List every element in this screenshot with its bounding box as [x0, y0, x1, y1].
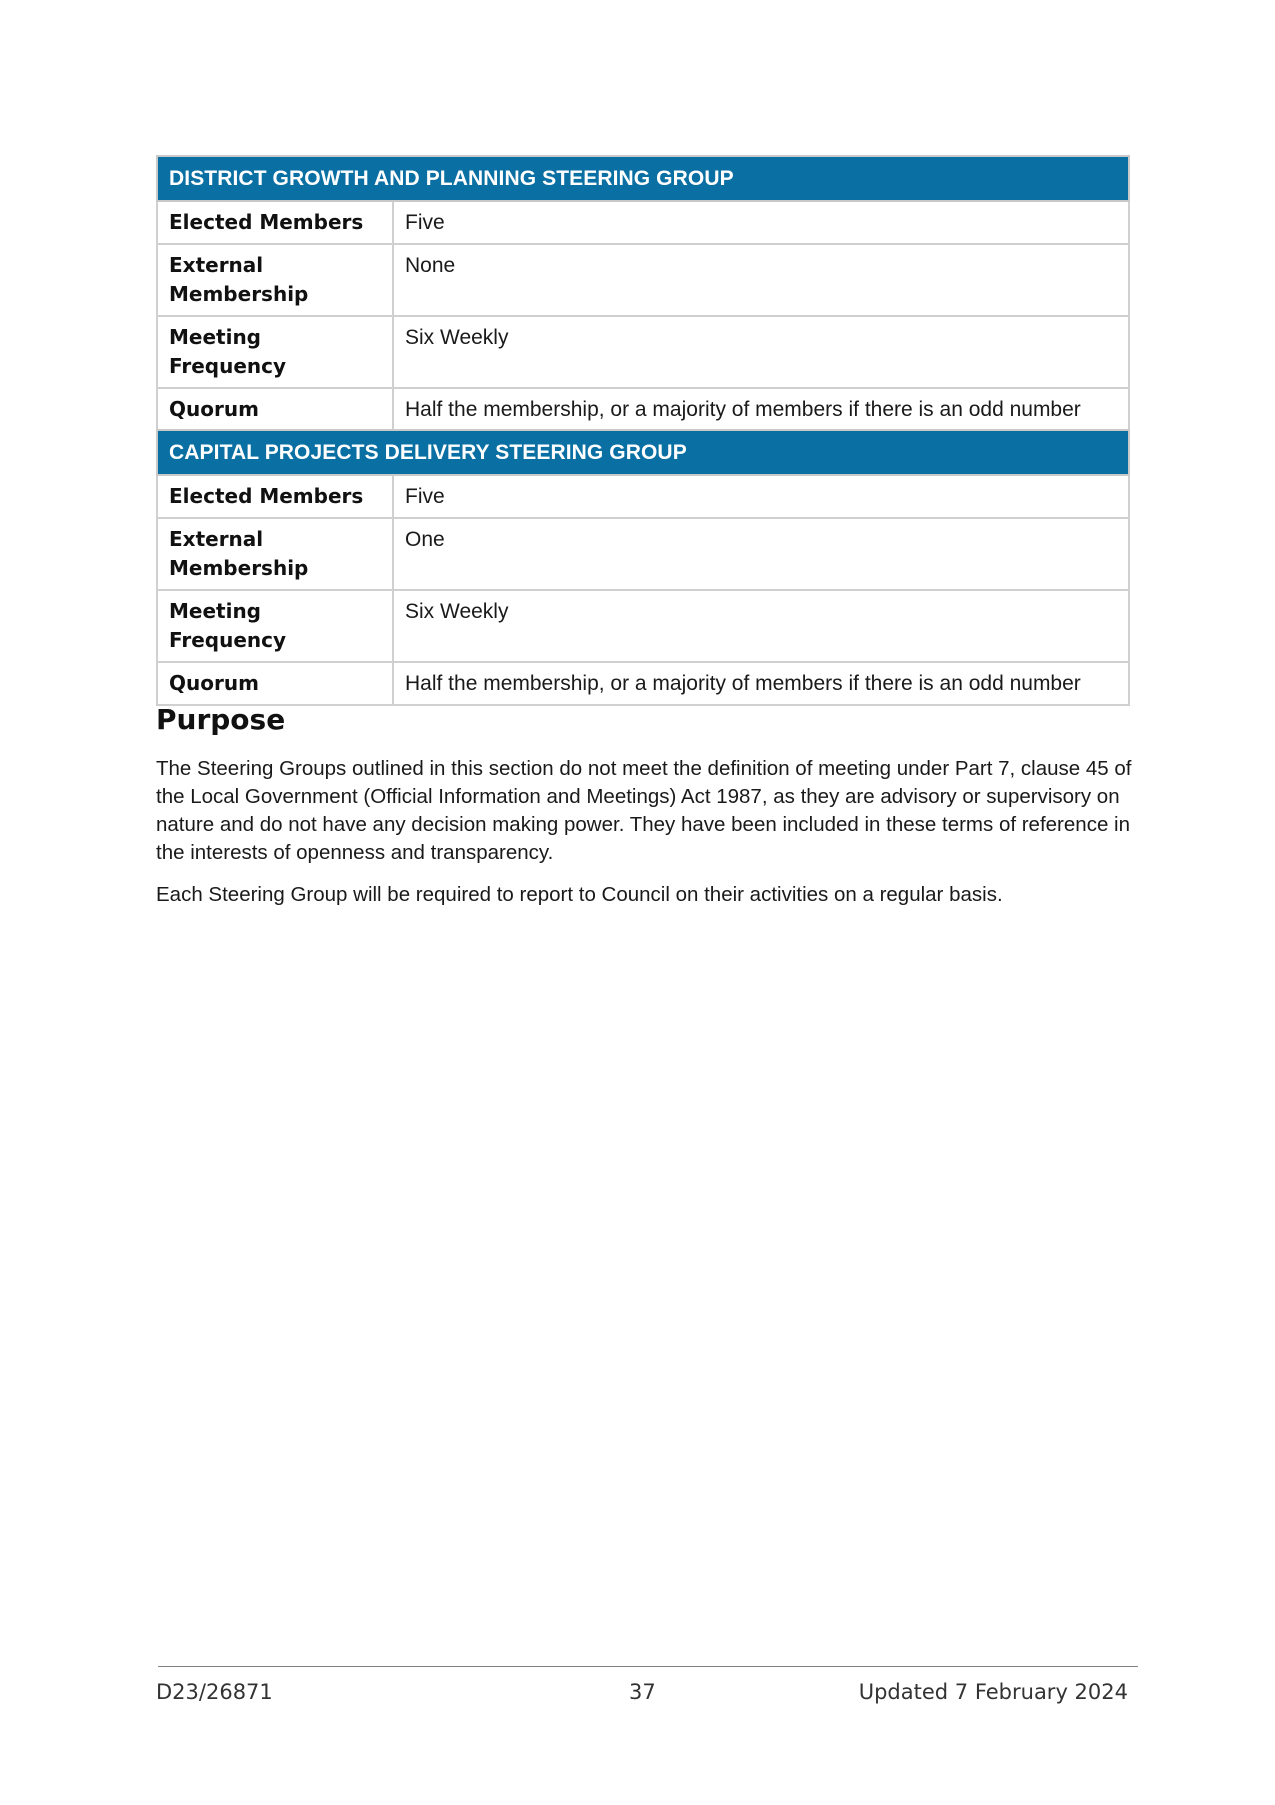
row-value-elected-members: Five	[393, 475, 1129, 518]
row-value-quorum: Half the membership, or a majority of members if there is an odd number	[393, 662, 1129, 705]
row-value-meeting-frequency: Six Weekly	[393, 590, 1129, 662]
purpose-heading: Purpose	[156, 703, 286, 736]
row-label-external-membership: External Membership	[157, 518, 393, 590]
row-value-meeting-frequency: Six Weekly	[393, 316, 1129, 388]
footer-updated-date: Updated 7 February 2024	[858, 1680, 1128, 1704]
table-row	[157, 590, 1129, 662]
row-label-meeting-frequency: Meeting Frequency	[157, 590, 393, 662]
footer-document-reference: D23/26871	[156, 1680, 273, 1704]
footer-divider	[158, 1666, 1138, 1667]
row-value-elected-members: Five	[393, 201, 1129, 244]
table-row	[157, 244, 1129, 316]
row-label-meeting-frequency: Meeting Frequency	[157, 316, 393, 388]
row-value-external-membership: One	[393, 518, 1129, 590]
table-row	[157, 518, 1129, 590]
row-value-external-membership: None	[393, 244, 1129, 316]
purpose-paragraph: Each Steering Group will be required to report to Council on their activities on a regular basis.	[156, 883, 1003, 906]
table-title: DISTRICT GROWTH AND PLANNING STEERING GROUP	[157, 156, 1129, 201]
district-growth-steering-group-table	[156, 155, 1130, 432]
table-row	[157, 316, 1129, 388]
table-title: CAPITAL PROJECTS DELIVERY STEERING GROUP	[157, 430, 1129, 475]
table-row	[157, 662, 1129, 705]
purpose-paragraph: The Steering Groups outlined in this section do not meet the definition of meeting under Part 7, clause 45 of the Local Government (Official Information and Meetings) Act 1987, as they are advisory or supervisory on nature and do not have any decision making power. They have been included in these terms of reference in the interests of openness and transparency.	[156, 757, 1132, 864]
row-label-external-membership: External Membership	[157, 244, 393, 316]
capital-projects-steering-group-table	[156, 429, 1130, 706]
table-row	[157, 475, 1129, 518]
row-label-elected-members: Elected Members	[157, 201, 393, 244]
row-label-elected-members: Elected Members	[157, 475, 393, 518]
row-value-quorum: Half the membership, or a majority of members if there is an odd number	[393, 388, 1129, 431]
footer-page-number: 37	[629, 1680, 656, 1704]
row-label-quorum: Quorum	[157, 388, 393, 431]
table-row	[157, 388, 1129, 431]
table-row	[157, 201, 1129, 244]
row-label-quorum: Quorum	[157, 662, 393, 705]
